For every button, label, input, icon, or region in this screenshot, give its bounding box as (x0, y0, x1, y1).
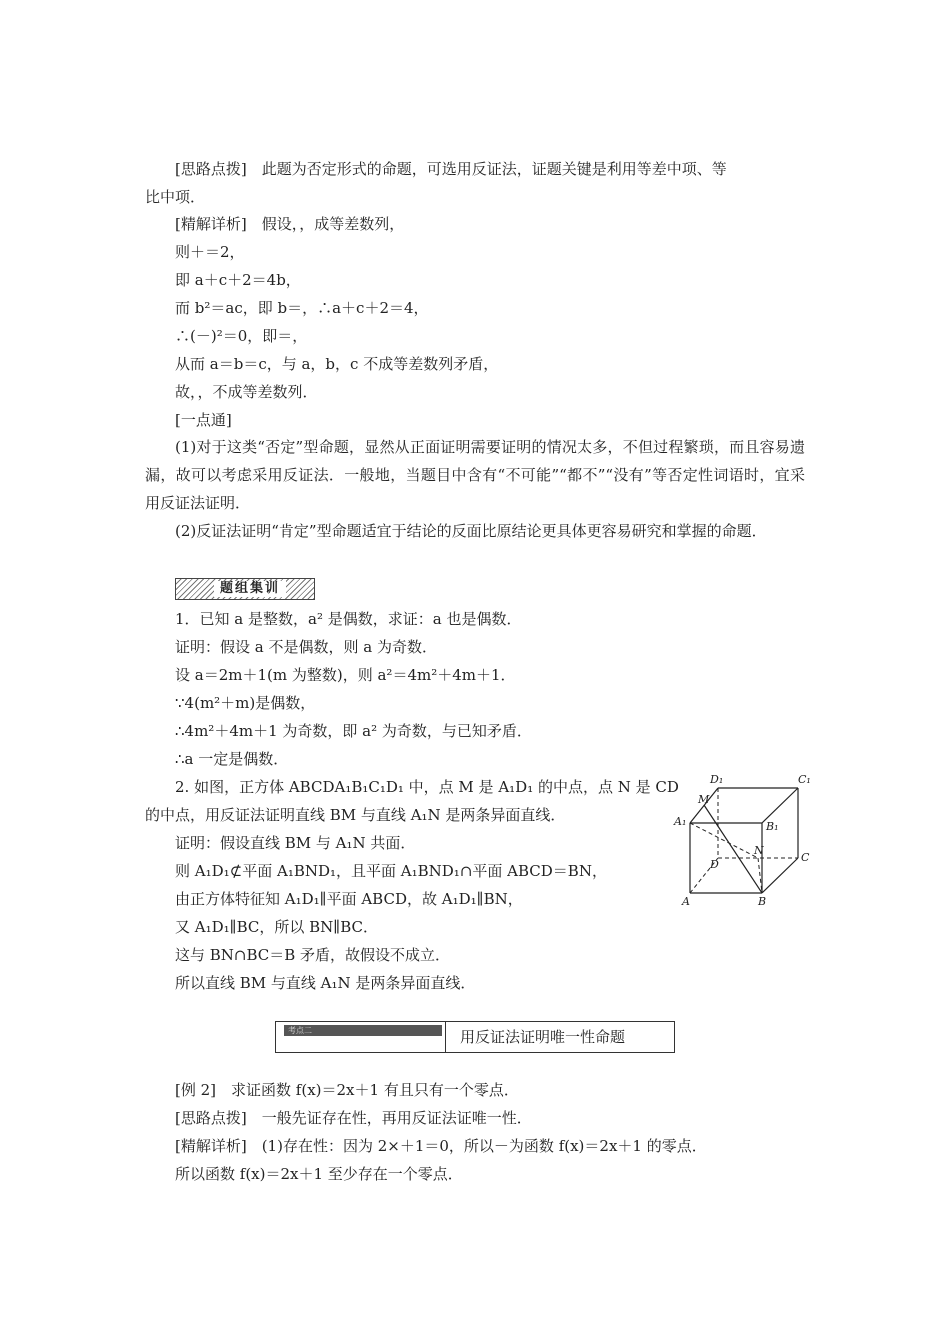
edge-bc (762, 858, 798, 893)
analysis-line: [精解详析] 假设，，成等差数列， (175, 215, 405, 233)
label-c: C (801, 851, 810, 864)
exercise-line: ∵4(m²＋m)是偶数， (175, 694, 316, 712)
hint-line: [思路点拨] 此题为否定形式的命题，可选用反证法，证题关键是利用等差中项、等 (175, 160, 727, 178)
topic-title: 用反证法证明唯一性命题 (460, 1028, 626, 1046)
example-line: 所以函数 f(x)＝2x＋1 至少存在一个零点． (175, 1165, 463, 1183)
topic-tab: 考点二 (284, 1025, 442, 1036)
label-n: N (754, 844, 764, 857)
exercise-line: 设 a＝2m＋1(m 为整数)，则 a²＝4m²＋4m＋1． (175, 666, 516, 684)
exercise-line: 证明：假设直线 BM 与 A₁N 共面． (175, 834, 416, 852)
label-d: D (710, 858, 719, 871)
hint-line-cont: 比中项． (145, 188, 206, 206)
example-line: [思路点拨] 一般先证存在性，再用反证法证唯一性． (175, 1109, 532, 1127)
example-line: [例 2] 求证函数 f(x)＝2x＋1 有且只有一个零点． (175, 1081, 519, 1099)
analysis-line: 即 a＋c＋2＝4b， (175, 271, 301, 289)
topic-tab-cell (276, 1022, 446, 1052)
edge-b1c1 (762, 788, 798, 823)
label-a1: A₁ (674, 815, 687, 828)
label-b1: B₁ (766, 820, 779, 833)
label-m: M (698, 793, 710, 806)
cube-figure (670, 770, 820, 910)
exercise-line: ∴a 一定是偶数． (175, 750, 289, 768)
analysis-line: 故，，不成等差数列． (175, 383, 318, 401)
exercise-group-banner (175, 578, 315, 600)
analysis-line: 而 b²＝ac，即 b＝，∴a＋c＋2＝4， (175, 299, 429, 317)
exercise-line: 的中点，用反证法证明直线 BM 与直线 A₁N 是两条异面直线． (145, 806, 566, 824)
tip-title: [一点通] (175, 411, 232, 429)
label-c1: C₁ (798, 773, 811, 786)
analysis-line: 则＋＝2， (175, 243, 245, 261)
tip-paragraph-2: (2)反证法证明“肯定”型命题适宜于结论的反面比原结论更具体更容易研究和掌握的命题． (175, 522, 767, 540)
exercise-line: 2. 如图，正方体 ABCDA₁B₁C₁D₁ 中，点 M 是 A₁D₁ 的中点，点 N 是 CD (175, 778, 679, 796)
exercise-line: 又 A₁D₁∥BC，所以 BN∥BC． (175, 918, 378, 936)
topic-box (275, 1021, 675, 1053)
label-d1: D₁ (710, 773, 724, 786)
exercise-line: 这与 BN∩BC＝B 矛盾，故假设不成立． (175, 946, 451, 964)
exercise-line: 1．已知 a 是整数，a² 是偶数，求证：a 也是偶数． (175, 610, 522, 628)
label-a: A (682, 895, 690, 908)
analysis-line: ∴(－)²＝0，即＝， (175, 327, 308, 345)
exercise-line: 则 A₁D₁⊄平面 A₁BND₁，且平面 A₁BND₁∩平面 ABCD＝BN， (175, 862, 607, 880)
analysis-line: 从而 a＝b＝c，与 a，b，c 不成等差数列矛盾， (175, 355, 499, 373)
exercise-line: ∴4m²＋4m＋1 为奇数，即 a² 为奇数，与已知矛盾． (175, 722, 532, 740)
banner-label: 题组集训 (214, 581, 286, 597)
exercise-line: 由正方体特征知 A₁D₁∥平面 ABCD，故 A₁D₁∥BN， (175, 890, 523, 908)
tip-paragraph-1: (1)对于这类“否定”型命题，显然从正面证明需要证明的情况太多，不但过程繁琐，而且容易遗漏，故可以考虑采用反证法．一般地，当题目中含有“不可能”“都不”“没有”等否定性词语时，宜采用反证法证明． (145, 438, 805, 512)
exercise-line: 证明：假设 a 不是偶数，则 a 为奇数． (175, 638, 437, 656)
label-b: B (758, 895, 767, 908)
example-line: [精解详析] (1)存在性：因为 2×＋1＝0，所以－为函数 f(x)＝2x＋1 的零点． (175, 1137, 707, 1155)
exercise-line: 所以直线 BM 与直线 A₁N 是两条异面直线． (175, 974, 476, 992)
segment-a1n-hidden (690, 823, 758, 858)
